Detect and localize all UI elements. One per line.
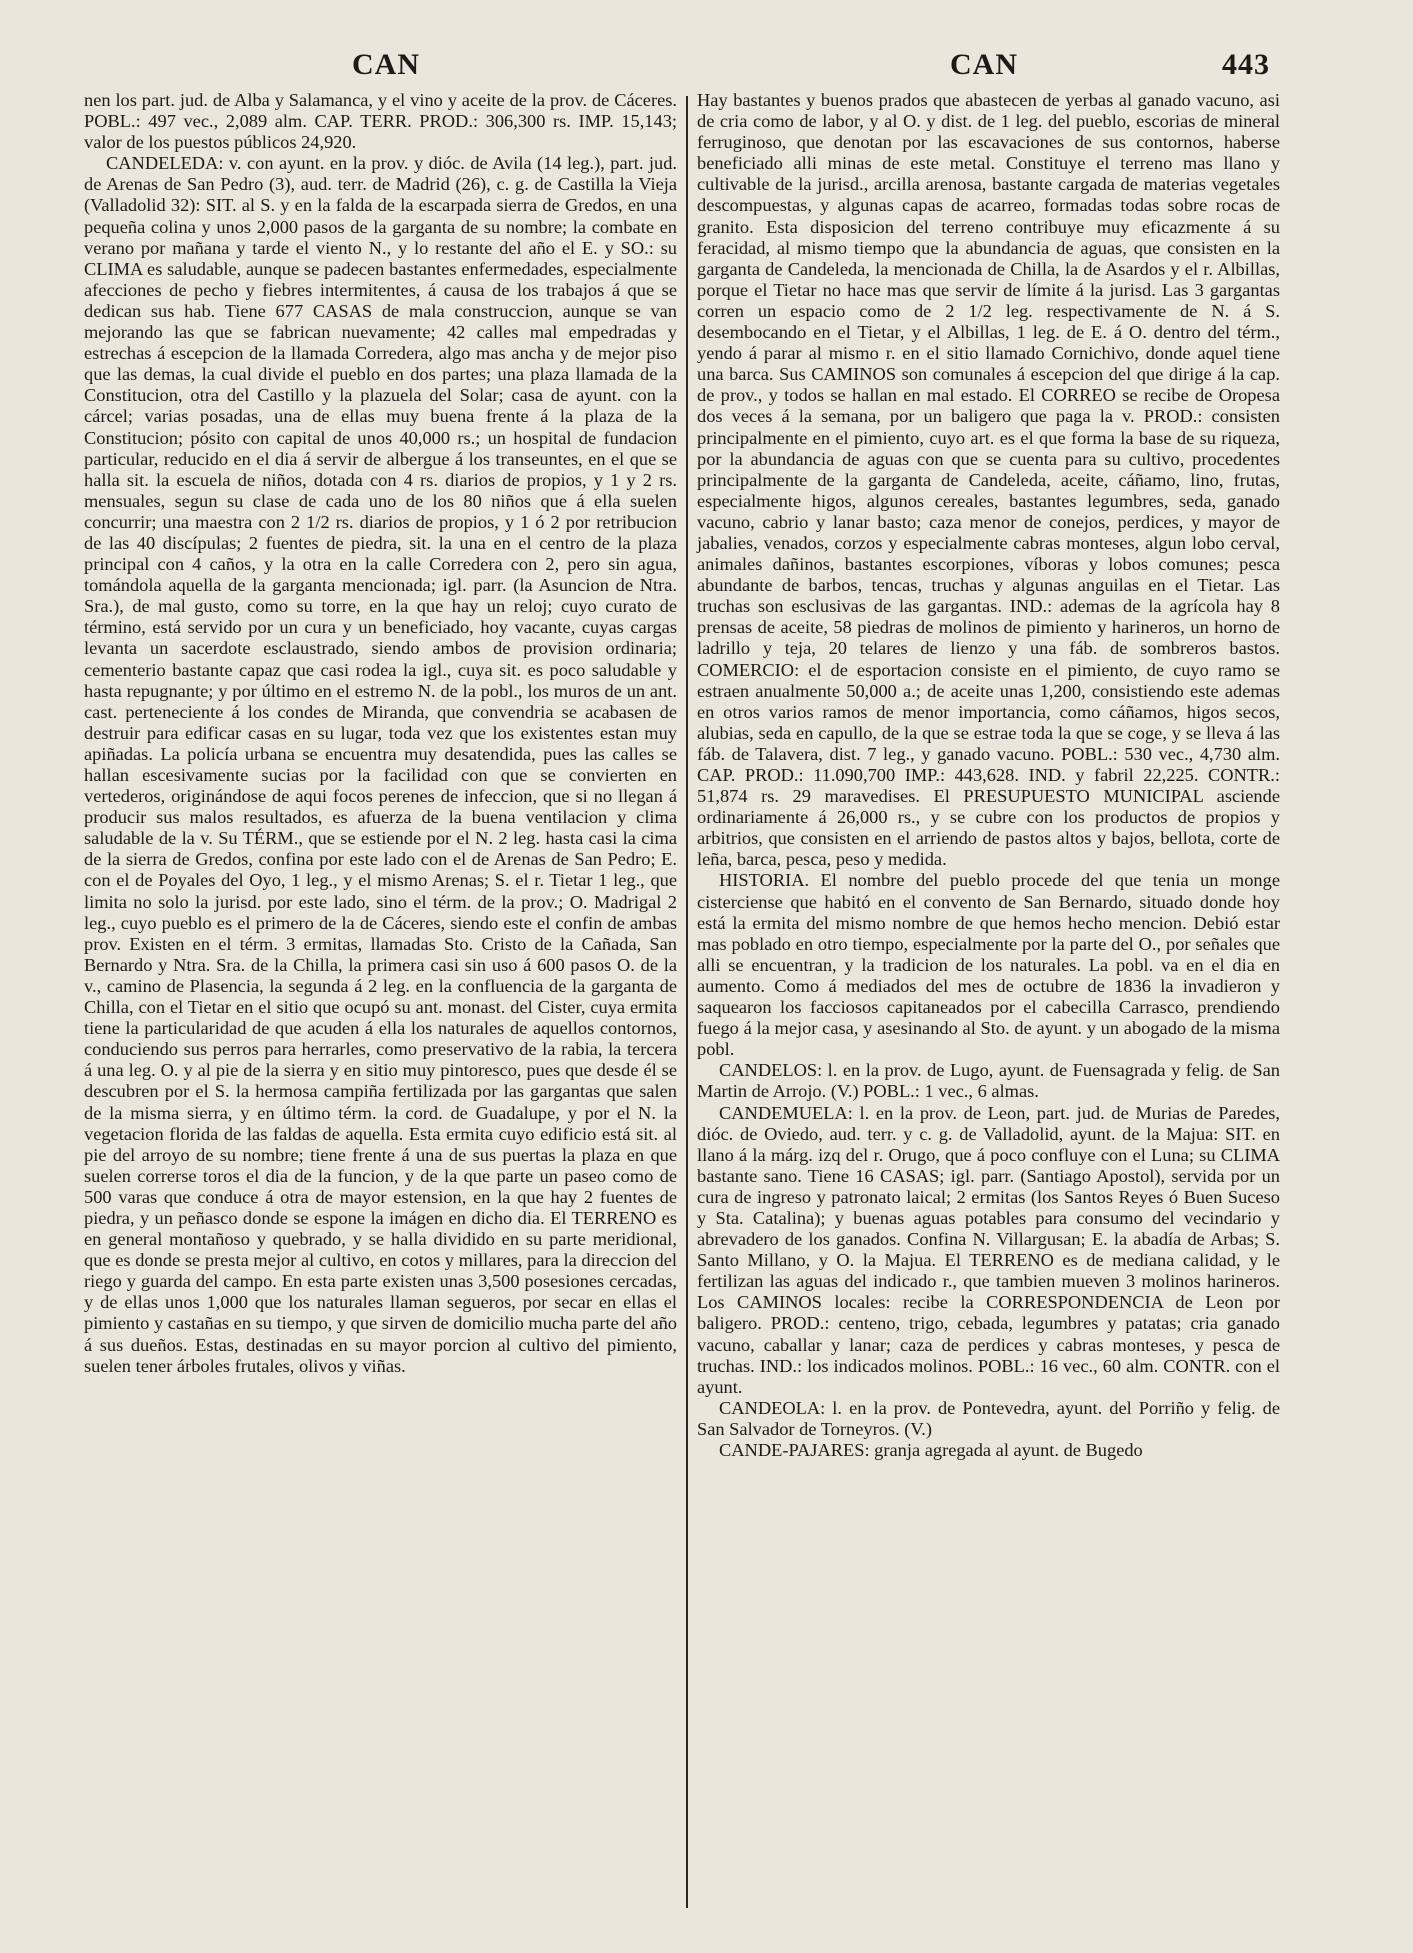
entry-candelos: CANDELOS: l. en la prov. de Lugo, ayunt. de Fuensagrada y felig. de San Martin de Arrojo. (V.) POBL.: 1 vec., 6 almas. xyxy=(697,1060,1280,1102)
right-column xyxy=(697,90,1280,1461)
entry-candeola: CANDEOLA: l. en la prov. de Pontevedra, ayunt. del Porriño y felig. de San Salvador de Torneyros. (V.) xyxy=(697,1397,1280,1439)
header-right-word: CAN xyxy=(950,48,1018,81)
entry-cande-pajares: CANDE-PAJARES: granja agregada al ayunt. de Bugedo xyxy=(719,1440,1143,1460)
header-left-word: CAN xyxy=(352,48,420,81)
running-header xyxy=(0,48,1413,96)
paragraph-historia: HISTORIA. El nombre del pueblo procede del que tenia un monge cisterciense que habitó en el convento de San Bernardo, situado donde hoy está la ermita del mismo nombre de que hemos hecho mencion. Debió estar mas poblado en otro tiempo, especialmente por la parte del O., por señales que alli se encuentran, y la tradicion de los naturales. La pobl. va en el dia en aumento. Como á mediados del mes de octubre de 1836 la invadieron y saquearon los facciosos capitaneados por el cabecilla Carrasco, prendiendo fuego á la mejor casa, y asesinando al Sto. de ayunt. y un abogado de la misma pobl. xyxy=(697,870,1280,1060)
entry-candemuela: CANDEMUELA: l. en la prov. de Leon, part. jud. de Murias de Paredes, dióc. de Oviedo, aud. terr. y c. g. de Valladolid, ayunt. de la Majua: SIT. en llano á la márg. izq del r. Orugo, que á poco confluye con el Luna; su CLIMA bastante sano. Tiene 16 CASAS; igl. parr. (Santiago Apostol), servida por un cura de ingreso y patronato laical; 2 ermitas (los Santos Reyes ó Buen Suceso y Sta. Catalina); y buenas aguas potables para consumo del vecindario y abrevadero de los ganados. Confina N. Villargusan; E. la abadía de Arbas; S. Santo Millano, y O. la Majua. El TERRENO es de mediana calidad, y le fertilizan las aguas del indicado r., que tambien mueven 3 molinos harineros. Los CAMINOS locales: recibe la CORRESPONDENCIA de Leon por baligero. PROD.: centeno, trigo, cebada, legumbres y patatas; cria ganado vacuno, caballar y lanar; caza de perdices y cabras monteses, y pesca de truchas. IND.: los indicados molinos. POBL.: 16 vec., 60 alm. CONTR. con el ayunt. xyxy=(697,1102,1280,1397)
paragraph-candeleda-continued: Hay bastantes y buenos prados que abastecen de yerbas al ganado vacuno, asi de cria como de labor, y al O. y dist. de 1 leg. del pueblo, escorias de mineral ferruginoso, que denotan por las escavaciones de sus contornos, haberse beneficiado alli minas de este metal. Constituye el terreno mas llano y cultivable de la jurisd., arcilla arenosa, bastante cargada de materias vegetales descompuestas, y algunas capas de acarreo, formadas todas sobre rocas de granito. Esta disposicion del terreno contribuye muy eficazmente á su feracidad, al mismo tiempo que la abundancia de aguas, que consisten en la garganta de Candeleda, la mencionada de Chilla, la de Asardos y el r. Albillas, porque el Tietar no hace mas que servir de límite á la jurisd. Las 3 gargantas corren un espacio como de 2 1/2 leg. respectivamente de N. á S. desembocando en el Tietar, y el Albillas, 1 leg. de E. á O. dentro del térm., yendo á parar al mismo r. en el sitio llamado Cornichivo, donde aquel tiene una barca. Sus CAMINOS son comunales á escepcion del que dirige á la cap. de prov., y todos se hallan en mal estado. El CORREO se recibe de Oropesa dos veces á la semana, por un baligero que paga la v. PROD.: consisten principalmente en el pimiento, cuyo art. es el que forma la base de su riqueza, por la abundancia de aguas con que se cuenta para su cultivo, procedentes principalmente de la garganta de Candeleda, aceite, cáñamo, lino, frutas, especialmente higos, algunos cereales, bastantes legumbres, seda, ganado vacuno, cabrio y lanar basto; caza menor de conejos, perdices, y mayor de jabalies, venados, corzos y especialmente cabras monteses, algun lobo cerval, animales dañinos, bastantes escorpiones, víboras y lobos comunes; pesca abundante de barbos, tencas, truchas y algunas anguilas en el Tietar. Las truchas son esclusivas de las gargantas. IND.: ademas de la agrícola hay 8 prensas de aceite, 58 piedras de molinos de pimiento y harineros, un horno de ladrillo y teja, 20 telares de lienzo y una fáb. de sombreros bastos. COMERCIO: el de esportacion consiste en el pimiento, de cuyo ramo se estraen anualmente 50,000 a.; de aceite unas 1,200, consistiendo este ademas en otros varios ramos de menor importancia, como cáñamos, higos secos, alubias, seda en capullo, de la que se estrae toda la que se coge, y se lleva á las fáb. de Talavera, dist. 7 leg., y ganado vacuno. POBL.: 530 vec., 4,730 alm. CAP. PROD.: 11.090,700 IMP.: 443,628. IND. y fabril 22,225. CONTR.: 51,874 rs. 29 maravedises. El PRESUPUESTO MUNICIPAL asciende ordinariamente á 26,000 rs., y se cubre con los productos de propios y arbitrios, que consisten en el arriendo de pastos altos y bajos, bellota, corte de leña, barca, pesca, peso y medida. xyxy=(697,90,1280,870)
page-number: 443 xyxy=(1222,48,1270,81)
entry-candeleda: CANDELEDA: v. con ayunt. en la prov. y dióc. de Avila (14 leg.), part. jud. de Arenas de San Pedro (3), aud. terr. de Madrid (26), c. g. de Castilla la Vieja (Valladolid 32): SIT. al S. y en la falda de la escarpada sierra de Gredos, en una pequeña colina y unos 2,000 pasos de la garganta de su nombre; la combate en verano por mañana y tarde el viento N., y lo restante del año el E. y SO.: su CLIMA es saludable, aunque se padecen bastantes enfermedades, especialmente afecciones de pecho y fiebres intermitentes, á causa de los trabajos á que se dedican sus hab. Tiene 677 CASAS de mala construccion, aunque se van mejorando las que se fabrican nuevamente; 42 calles mal empedradas y estrechas á escepcion de la llamada Corredera, algo mas ancha y de mejor piso que las demas, la cual divide el pueblo en dos partes; una plaza llamada de la Constitucion, otra del Castillo y la plazuela del Solar; casa de ayunt. con la cárcel; varias posadas, una de ellas muy buena frente á la plaza de la Constitucion; pósito con capital de unos 40,000 rs.; un hospital de fundacion particular, reducido en el dia á servir de albergue á los transeuntes, en el que se halla sit. la escuela de niños, dotada con 4 rs. diarios de propios, y 1 y 2 rs. mensuales, segun su clase de cada uno de los 80 niños que á ella suelen concurrir; una maestra con 2 1/2 rs. diarios de propios, y 1 ó 2 por retribucion de las 40 discípulas; 2 fuentes de piedra, sit. la una en el centro de la plaza principal con 4 caños, y la otra en la calle Corredera con 2, pero sin agua, tomándola aquella de la garganta mencionada; igl. parr. (la Asuncion de Ntra. Sra.), de mal gusto, como su torre, en la que hay un reloj; cuyo curato de término, está servido por un cura y un beneficiado, hoy vacante, cuyas cargas levanta un sacerdote esclaustrado, siendo ambos de provision ordinaria; cementerio bastante capaz que casi rodea la igl., cuya sit. es poco saludable y hasta repugnante; y por último en el estremo N. de la pobl., los muros de un ant. cast. perteneciente á los condes de Miranda, que convendria se acabasen de destruir para edificar casas en su lugar, toda vez que los existentes estan muy apiñadas. La policía urbana se encuentra muy desatendida, pues las calles se hallan escesivamente sucias por la facilidad con que se convierten en vertederos, originándose de aqui focos perenes de infeccion, que si no llegan á producir sus malos resultados, es afuerza de la buena ventilacion y clima saludable de la v. Su TÉRM., que se estiende por el N. 2 leg. hasta casi la cima de la sierra de Gredos, confina por este lado con el de Arenas de San Pedro; E. con el de Poyales del Oyo, 1 leg., y el mismo Arenas; S. el r. Tietar 1 leg., que limita no solo la jurisd. por este lado, sino el térm. de la prov.; O. Madrigal 2 leg., cuyo pueblo es el primero de la de Cáceres, siendo este el confin de ambas prov. Existen en el térm. 3 ermitas, llamadas Sto. Cristo de la Cañada, San Bernardo y Ntra. Sra. de la Chilla, la primera casi sin uso á 600 pasos O. de la v., camino de Plasencia, la segunda á 2 leg. en la confluencia de la garganta de Chilla, con el Tietar en el sitio que ocupó su ant. monast. del Cister, cuya ermita tiene la particularidad de que acuden á ella los naturales de aquellos contornos, conduciendo sus perros para herrarles, como preservativo de la rabia, la tercera á una leg. O. y al pie de la sierra y en sitio muy pintoresco, pues que desde él se descubren por el S. la hermosa campiña fertilizada por las gargantas que salen de la misma sierra, y en último térm. la cord. de Guadalupe, y por el N. la vegetacion florida de las faldas de aquella. Esta ermita cuyo edificio está sit. al pie del arroyo de su nombre; tiene frente á una de sus puertas la plaza en que suelen correrse toros el dia de la funcion, y de la que parte un paseo como de 500 varas que conduce á otra de mayor estension, en la que hay 2 fuentes de piedra, y un peñasco donde se espone la imágen en dicho dia. El TERRENO es en general montañoso y quebrado, y se halla dividido en su parte meridional, que es donde se presta mejor al cultivo, en cotos y millares, para la direccion del riego y guarda del campo. En esta parte existen unas 3,500 posesiones cercadas, y de ellas unos 1,000 que los naturales llaman segueros, por secar en ellas el pimiento y castañas en su tiempo, y que sirven de domicilio mucha parte del año á sus dueños. Estas, destinadas en su mayor porcion al cultivo del pimiento, suelen tener árboles frutales, olivos y viñas. xyxy=(84,153,677,1376)
left-column xyxy=(84,90,677,1377)
paragraph-continuation: nen los part. jud. de Alba y Salamanca, y el vino y aceite de la prov. de Cáceres. POBL.: 497 vec., 2,089 alm. CAP. TERR. PROD.: 306,300 rs. IMP. 15,143; valor de los puestos públicos 24,920. xyxy=(84,90,677,153)
column-rule xyxy=(686,96,688,1908)
